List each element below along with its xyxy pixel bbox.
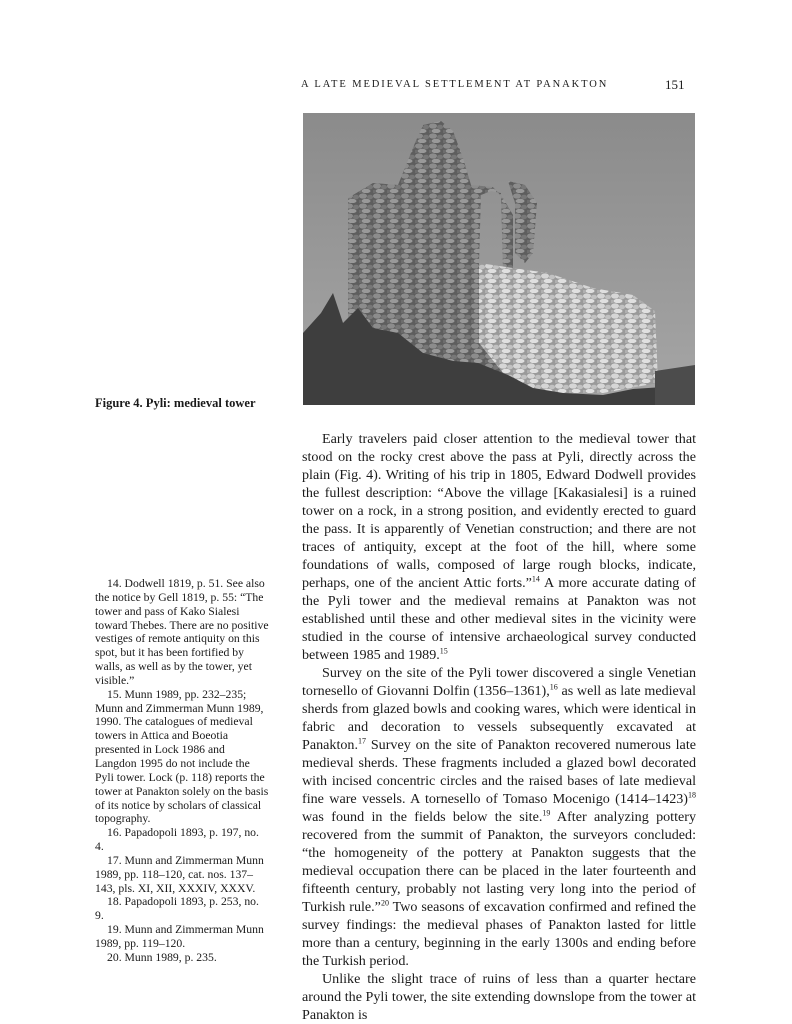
footnote-ref: 17 — [357, 736, 366, 746]
text-run: as well as late medieval sherds from glazed bowls and cooking wares, which were identical in fabric and decoration to vessels subsequently excavated at Panakton. — [302, 683, 697, 753]
footnote: 14. Dodwell 1819, p. 51. See also the notice by Gell 1819, p. 55: “The tower and pass of Kako Sialesi toward Thebes. There are no positive vestiges of remote antiquity on this spot, but it has been fortified by walls, as well as by the tower, yet visible.” — [95, 577, 269, 687]
footnote: 16. Papadopoli 1893, p. 197, no. 4. — [95, 826, 259, 854]
figure-photo — [303, 113, 695, 405]
body-paragraph — [302, 430, 696, 664]
text-run: Unlike the slight trace of ruins of less than a quarter hectare around the Pyli tower, the site extending downslope from the tower at Panakton is — [302, 971, 696, 1023]
footnote-ref: 14 — [531, 574, 540, 584]
footnote: 18. Papadopoli 1893, p. 253, no. 9. — [95, 895, 259, 923]
footnote-ref: 15 — [439, 646, 448, 656]
footnote: 20. Munn 1989, p. 235. — [107, 950, 217, 964]
footnote-ref: 16 — [549, 682, 558, 692]
footnote: 15. Munn 1989, pp. 232–235; Munn and Zimmerman Munn 1989, 1990. The catalogues of medieval towers in Attica and Boeotia presented in Lock 1986 and Langdon 1995 do not include the Pyli tower. Lock (p. 118) reports the tower at Panakton solely on the basis of its notice by scholars of classical topography. — [95, 687, 269, 826]
footnotes — [95, 577, 269, 965]
footnote-ref: 20 — [380, 898, 389, 908]
body-text — [302, 430, 696, 1024]
text-run: Two seasons of excavation confirmed and refined the survey findings: the medieval phases of Panakton lasted for little more than a century, beginning in the early 1300s and ending before the Turkish period. — [302, 899, 697, 969]
distant-hill — [655, 365, 695, 405]
running-head: A LATE MEDIEVAL SETTLEMENT AT PANAKTON — [301, 79, 609, 90]
footnote: 17. Munn and Zimmerman Munn 1989, pp. 118–120, cat. nos. 137–143, pls. XI, XII, XXXIV, XXXV. — [95, 853, 264, 895]
text-run: A more accurate dating of the Pyli tower and the medieval remains at Panakton was not established until these and other medieval sites in the vicinity were studied in the course of intensive archaeological survey conducted between 1985 and 1989. — [302, 575, 696, 663]
text-run: After analyzing pottery recovered from the summit of Panakton, the surveyors concluded: “the homogeneity of the pottery at Panakton suggests that the medieval occupation there can be placed in the later fourteenth and fifteenth century, probably not lasting very long into the period of Turkish rule.” — [302, 809, 697, 915]
footnote: 19. Munn and Zimmerman Munn 1989, pp. 119–120. — [95, 923, 264, 950]
tower-photograph — [303, 113, 695, 405]
footnote-ref: 18 — [688, 790, 696, 800]
text-run: Early travelers paid closer attention to the medieval tower that stood on the rocky crest above the pass at Pyli, directly across the plain (Fig. 4). Writing of his trip in 1805, Edward Dodwell provides the fullest description: “Above the village [Kakasialesi] is a ruined tower on a rock, in a strong position, and evidently erected to guard the pass. It is apparently of Venetian construction; and there are not traces of antiquity, except at the foot of the hill, where some foundations of walls, composed of large rough blocks, indicate, perhaps, one of the ancient Attic forts.” — [302, 431, 696, 591]
body-paragraph — [302, 664, 696, 970]
figure-caption: Figure 4. Pyli: medieval tower — [95, 396, 256, 410]
text-run: Survey on the site of the Pyli tower discovered a single Venetian tornesello of Giovanni Dolfin (1356–1361), — [302, 665, 696, 699]
body-paragraph — [302, 970, 696, 1024]
footnote-ref: 19 — [542, 808, 551, 818]
text-run: was found in the fields below the site. — [302, 809, 543, 825]
page-number: 151 — [665, 77, 685, 92]
text-run: Survey on the site of Panakton recovered numerous late medieval sherds. These fragments included a glazed bowl decorated with incised concentric circles and the raised bases of late medieval fine ware vessels. A tornesello of Tomaso Mocenigo (1414–1423) — [302, 737, 696, 807]
